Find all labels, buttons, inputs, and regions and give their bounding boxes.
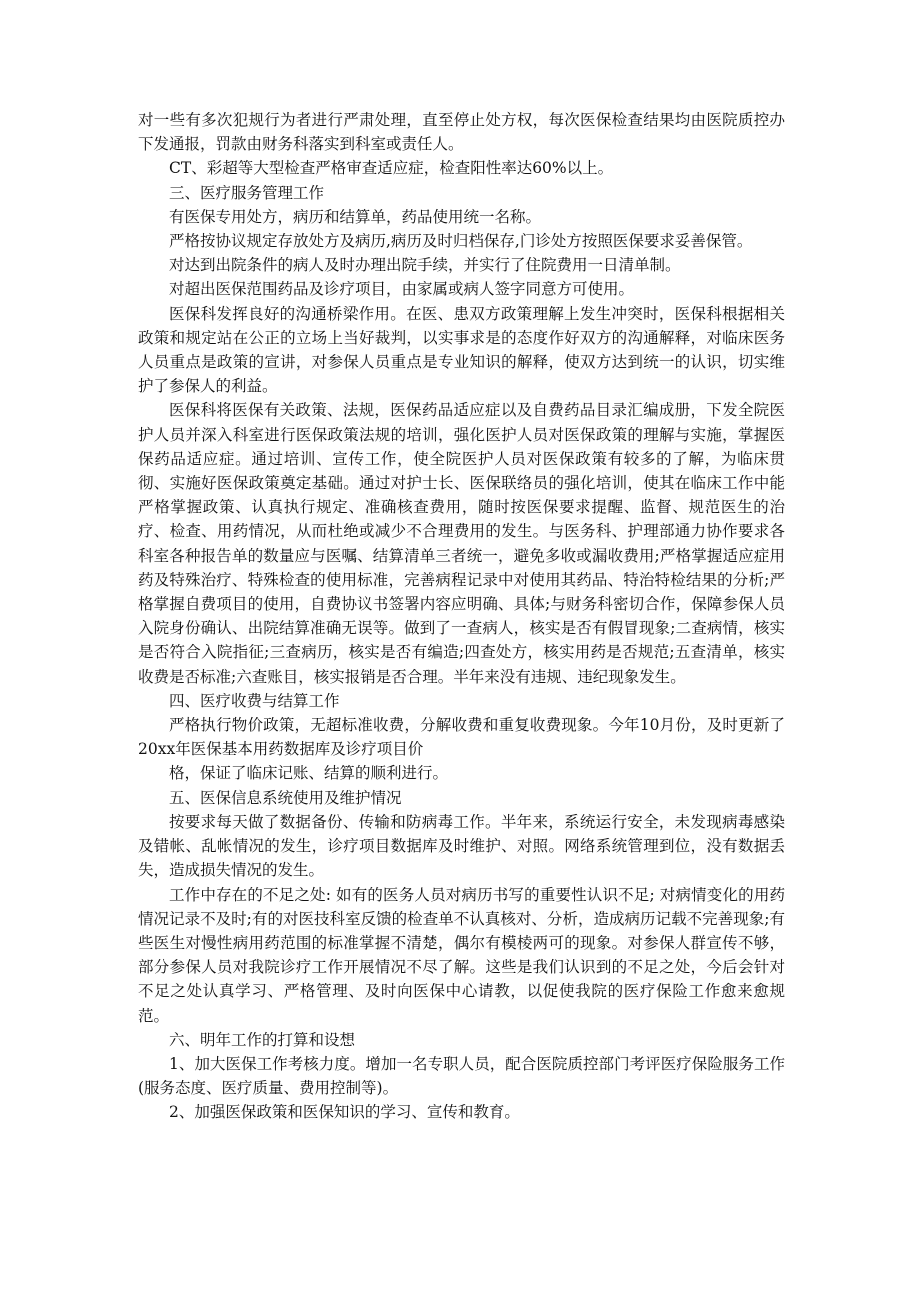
paragraph: 格，保证了临床记账、结算的顺利进行。: [169, 764, 449, 783]
paragraph: 医保科将医保有关政策、法规，医保药品适应症以及自费药品目录汇编成册，下发全院医护人员并深入科室进行医保政策法规的培训，强化医护人员对医保政策的理解与实施，掌握医保药品适应症。通过培训、宣传工作，使全院医护人员对医保政策有较多的了解，为临床贯彻、实施好医保政策奠定基础。通过对护士长、医保联络员的强化培训，使其在临床工作中能严格掌握政策、认真执行规定、准确核查费用，随时按医保要求提醒、监督、规范医生的治疗、检查、用药情况，从而杜绝或减少不合理费用的发生。与医务科、护理部通力协作要求各科室各种报告单的数量应与医嘱、结算清单三者统一，避免多收或漏收费用;严格掌握适应症用药及特殊治疗、特殊检查的使用标准，完善病程记录中对使用其药品、特治特检结果的分析;严格掌握自费项目的使用，自费协议书签署内容应明确、具体;与财务科密切合作，保障参保人员入院身份确认、出院结算准确无误等。做到了一查病人，核实是否有假冒现象;二查病情，核实是否符合入院指征;三查病历，核实是否有编造;四查处方，核实用药是否规范;五查清单，核实收费是否标准;六查账目，核实报销是否合理。半年来没有违规、违纪现象发生。: [138, 401, 785, 686]
section-heading: 六、明年工作的打算和设想: [169, 1030, 356, 1049]
paragraph: 1、加大医保工作考核力度。增加一名专职人员，配合医院质控部门考评医疗保险服务工作(服务态度、医疗质量、费用控制等)。: [138, 1054, 785, 1098]
paragraph: 有医保专用处方，病历和结算单，药品使用统一名称。: [169, 207, 542, 226]
paragraph: 严格按协议规定存放处方及病历,病历及时归档保存,门诊处方按照医保要求妥善保管。: [169, 232, 753, 251]
section-heading: 五、医保信息系统使用及维护情况: [169, 788, 402, 807]
paragraph: 2、加强医保政策和医保知识的学习、宣传和教育。: [169, 1103, 520, 1122]
paragraph: 工作中存在的不足之处: 如有的医务人员对病历书写的重要性认识不足; 对病情变化的用药情况记录不及时;有的对医技科室反馈的检查单不认真核对、分析，造成病历记载不完善现象;有些医生对慢性病用药范围的标准掌握不清楚，偶尔有模棱两可的现象。对参保人群宣传不够，部分参保人员对我院诊疗工作开展情况不尽了解。这些是我们认识到的不足之处，今后会针对不足之处认真学习、严格管理、及时向医保中心请教，以促使我院的医疗保险工作愈来愈规范。: [138, 885, 785, 1025]
paragraph: 对达到出院条件的病人及时办理出院手续，并实行了住院费用一日清单制。: [169, 256, 681, 275]
paragraph: 按要求每天做了数据备份、传输和防病毒工作。半年来，系统运行安全，未发现病毒感染及错帐、乱帐情况的发生，诊疗项目数据库及时维护、对照。网络系统管理到位，没有数据丢失，造成损失情况的发生。: [138, 812, 785, 880]
paragraph: 严格执行物价政策，无超标准收费，分解收费和重复收费现象。今年10月份，及时更新了20xx年医保基本用药数据库及诊疗项目价: [138, 716, 785, 759]
paragraph: 对超出医保范围药品及诊疗项目，由家属或病人签字同意方可使用。: [169, 280, 635, 299]
document-page: [138, 108, 785, 1125]
section-heading: 三、医疗服务管理工作: [169, 183, 325, 202]
paragraph: CT、彩超等大型检查严格审查适应症，检查阳性率达60%以上。: [169, 159, 614, 178]
section-heading: 四、医疗收费与结算工作: [169, 691, 340, 710]
paragraph: 对一些有多次犯规行为者进行严肃处理，直至停止处方权，每次医保检查结果均由医院质控办下发通报，罚款由财务科落实到科室或责任人。: [138, 111, 785, 154]
paragraph: 医保科发挥良好的沟通桥梁作用。在医、患双方政策理解上发生冲突时，医保科根据相关政策和规定站在公正的立场上当好裁判，以实事求是的态度作好双方的沟通解释，对临床医务人员重点是政策的宣讲，对参保人员重点是专业知识的解释，使双方达到统一的认识，切实维护了参保人的利益。: [138, 304, 785, 396]
